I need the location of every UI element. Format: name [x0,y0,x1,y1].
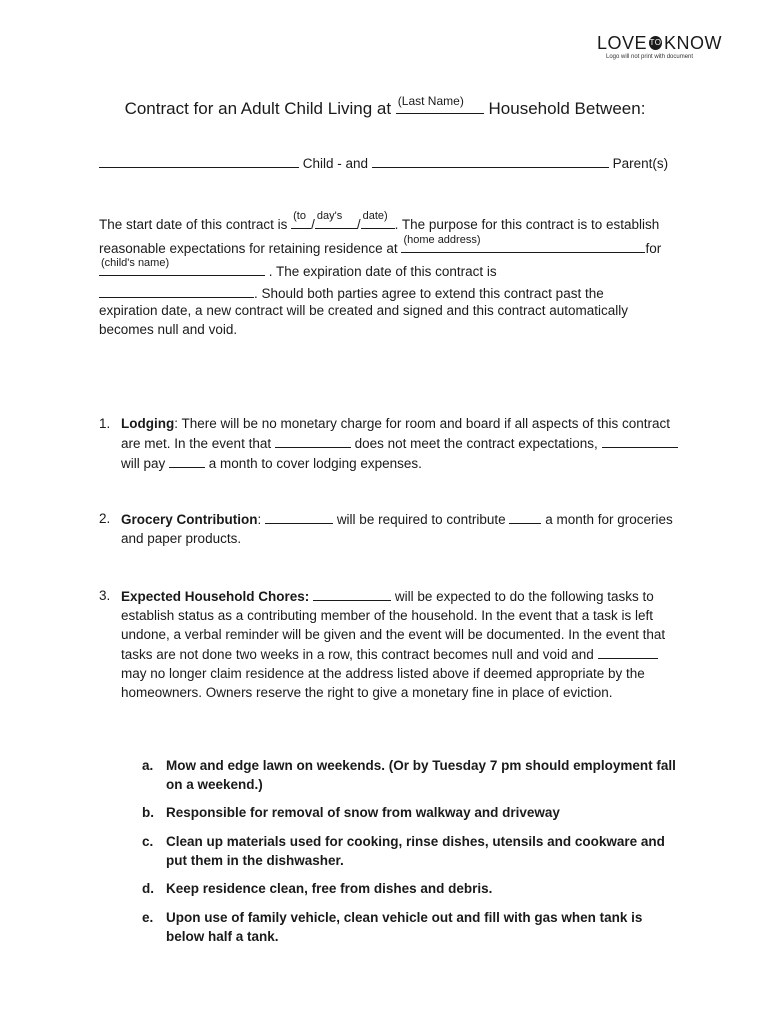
list-item-lodging [99,414,679,473]
expiration-text: . The expiration date of this contract is [268,264,497,279]
purpose-text: . The purpose for this contract is to establish [394,217,660,232]
chore-item-a [142,756,677,794]
lodging-payer-blank[interactable] [602,433,678,448]
childs-name-label: (child's name) [101,257,170,269]
home-address-field[interactable] [401,236,645,253]
date-slash: / [311,217,315,232]
parent-name-blank[interactable] [372,153,609,168]
child-name-blank[interactable] [99,153,299,168]
extend-line [99,283,604,303]
last-name-field-label: (Last Name) [397,94,464,108]
item-text: may no longer claim residence at the address listed above if deemed appropriate by the homeowners [121,666,645,700]
start-to-field[interactable] [291,212,311,229]
chores-second-name-blank[interactable] [598,644,658,659]
list-item-grocery [99,509,679,548]
chore-letter: a. [142,758,154,773]
brand-logo [597,33,722,60]
list-number: 2. [99,511,111,526]
chore-item-b [142,803,677,822]
chore-text: Responsible for removal of snow from walkway and driveway [166,805,560,820]
chore-text: Clean up materials used for cooking, rinse dishes, utensils and cookware and put them in the dishwasher. [166,834,665,868]
item-heading: Expected Household Chores: [121,589,310,604]
logo-right-text: KNOW [664,33,722,53]
title-suffix: Household Between: [488,99,646,118]
chore-text: Keep residence clean, free from dishes and debris. [166,881,493,896]
lodging-name-blank[interactable] [275,433,351,448]
item-text: : [257,512,262,527]
childs-name-field[interactable] [99,259,265,276]
heart-icon: TO [649,36,662,50]
start-date-prefix: The start date of this contract is [99,217,288,232]
residence-prefix: reasonable expectations for retaining residence at [99,241,398,256]
lodging-amount-blank[interactable] [169,453,205,468]
last-name-field[interactable] [396,96,484,114]
item-text: a month for groceries and paper products. [121,512,673,546]
home-address-label: (home address) [403,234,481,246]
for-word: for [645,241,662,256]
logo-note: Logo will not print with document [606,54,694,60]
chore-letter: d. [142,881,154,896]
chore-item-c [142,832,677,870]
chore-text: Upon use of family vehicle, clean vehicle out and fill with gas when tank is below half a tank. [166,910,643,944]
extend-text: . Should both parties agree to extend this contract past the [254,286,604,301]
item-text: . Owners reserve the right to give a monetary fine in place of eviction. [198,685,613,700]
list-item-chores [99,586,679,702]
chore-item-d [142,879,677,898]
chore-letter: c. [142,834,154,849]
item-text: will be required to contribute [336,512,506,527]
start-date-field[interactable] [361,212,395,229]
item-text: a month to cover lodging expenses. [208,456,422,471]
start-days-field[interactable] [315,212,357,229]
child-name-line [99,259,497,281]
logo-wordmark [597,33,722,53]
item-text: : There will be no monetary charge for room and board if all aspects of this contract are met. In the event that [121,416,670,451]
list-number: 3. [99,588,111,603]
child-label: Child - and [302,156,369,171]
chore-item-e [142,908,677,946]
grocery-amount-blank[interactable] [509,509,541,524]
item-text: will be expected to do the following tasks to establish status as a contributing member of the household. In the event that a task is left undone, a verbal reminder will be given and the event will be documented. In the event that tasks are not done two weeks in a row, this contract becomes null and void and [121,589,666,662]
chore-letter: e. [142,910,154,925]
logo-left-text: LOVE [597,33,648,53]
chore-letter: b. [142,805,154,820]
start-to-label: (to [293,210,306,222]
expiration-paragraph: expiration date, a new contract will be created and signed and this contract automatically becomes null and void. [99,303,629,337]
item-heading: Lodging [121,416,175,431]
list-number: 1. [99,416,111,431]
item-text: does not meet the contract expectations, [354,436,598,451]
item-heading: Grocery Contribution [121,512,258,527]
chores-name-blank[interactable] [313,586,391,601]
grocery-name-blank[interactable] [265,509,333,524]
item-text: will pay [121,456,166,471]
start-days-label: day's [316,210,343,222]
expiration-date-blank[interactable] [99,283,254,298]
parents-label: Parent(s) [612,156,669,171]
parties-line [99,153,668,173]
title-prefix: Contract for an Adult Child Living at [124,99,392,118]
chore-text: Mow and edge lawn on weekends. (Or by Tuesday 7 pm should employment fall on a weekend.) [166,758,676,792]
start-date-label: date) [362,210,388,222]
document-title [0,96,770,119]
date-slash: / [356,217,361,232]
